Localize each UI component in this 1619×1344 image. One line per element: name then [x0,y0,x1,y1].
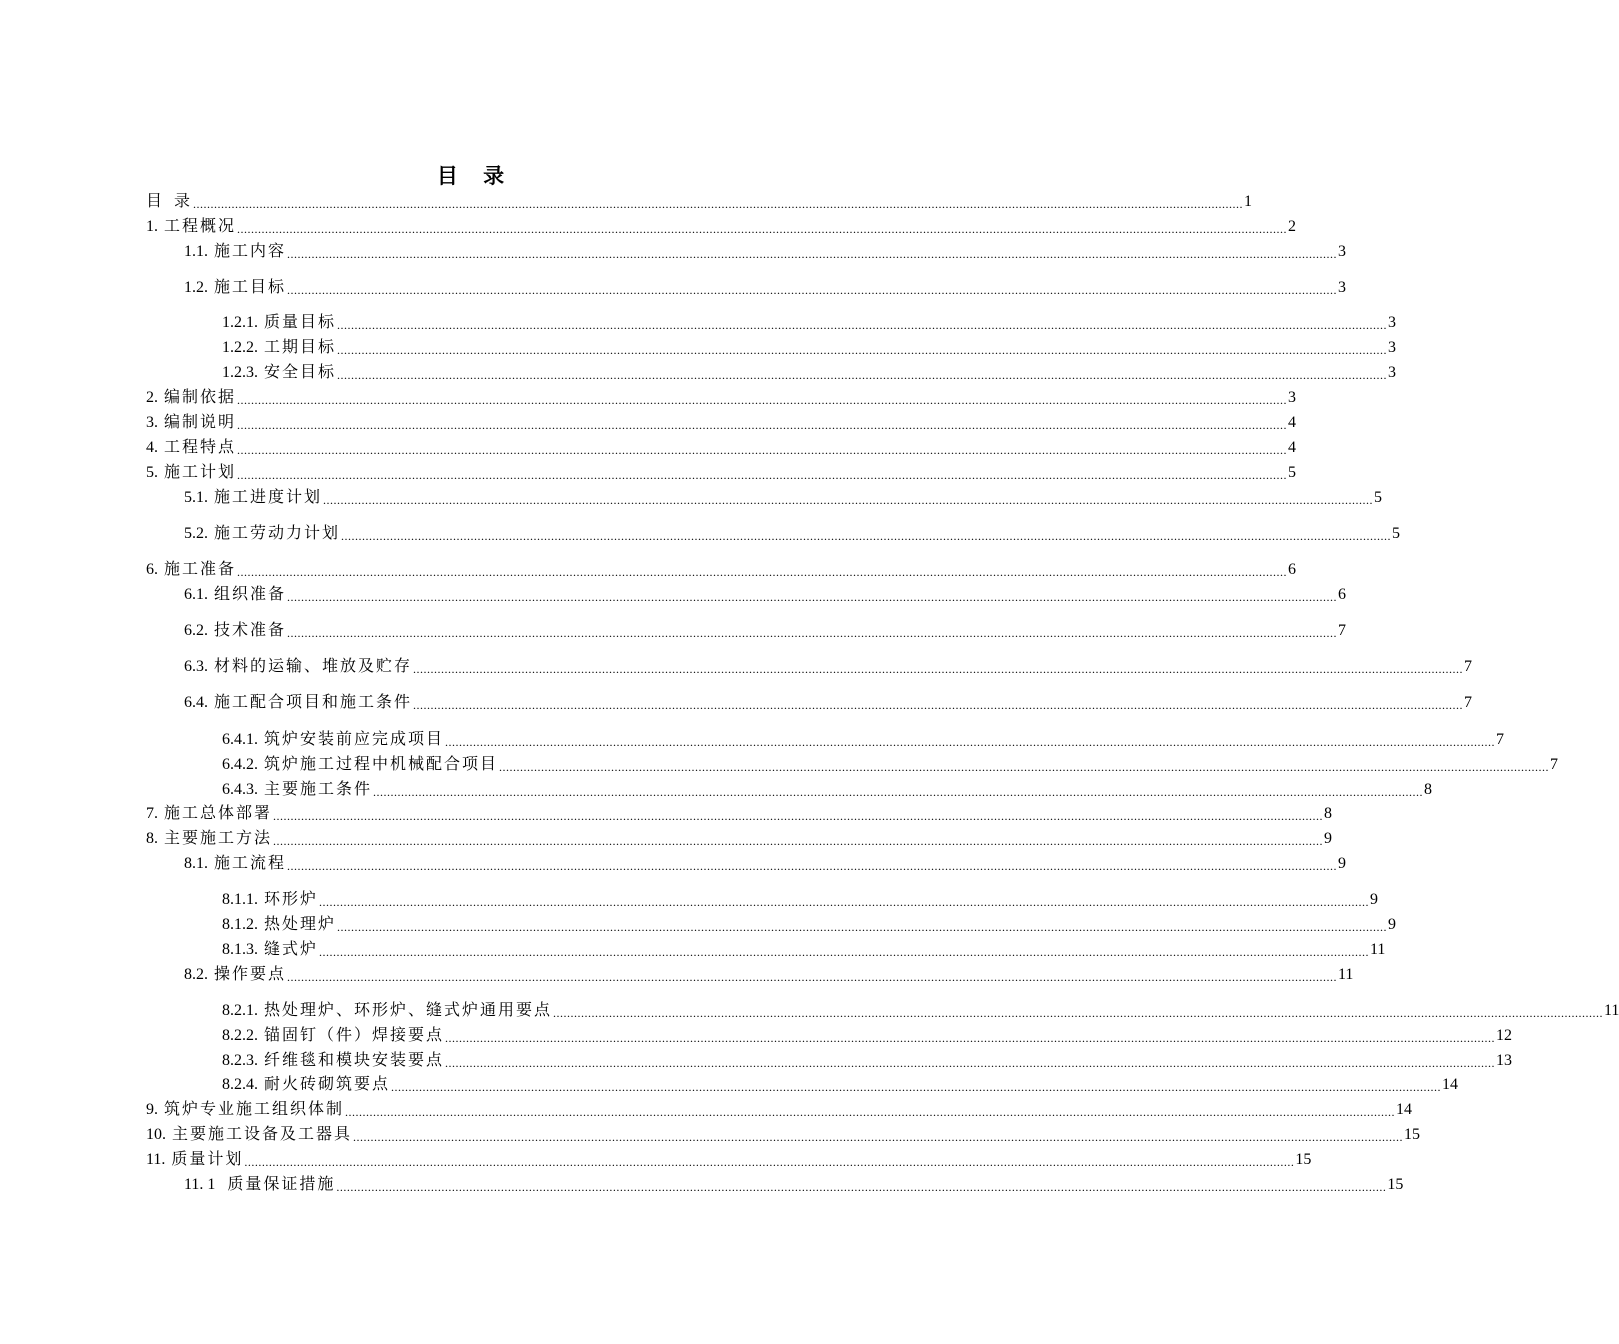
toc-entry[interactable] [222,309,1397,333]
toc-entry[interactable] [184,689,1473,713]
toc-entry[interactable] [146,1146,1312,1170]
toc-entry[interactable] [146,556,1297,580]
toc-dot-leader: ............................................................................................................................................................................................................................................................................................................ [445,1031,1496,1045]
toc-entry-title: 筑炉专业施工组织体制 [158,1101,345,1118]
toc-dot-leader: ............................................................................................................................................................................................................................................................................................................ [336,1180,1387,1194]
toc-entry-page: 11 [1370,941,1386,958]
toc-entry-title: 施工计划 [158,464,237,481]
toc-entry-title: 工程特点 [158,439,237,456]
toc-dot-leader: ............................................................................................................................................................................................................................................................................................................ [499,760,1550,774]
toc-entry-page: 11 [1338,966,1354,983]
toc-entry-number: 5.1. [184,489,208,506]
toc-dot-leader: ............................................................................................................................................................................................................................................................................................................ [193,197,1244,211]
toc-entry-title: 施工总体部署 [158,805,273,822]
toc-dot-leader: ............................................................................................................................................................................................................................................................................................................ [553,1006,1604,1020]
toc-entry[interactable] [184,484,1383,508]
toc-entry-number: 8.1.1. [222,891,258,908]
toc-entry-page: 8 [1324,805,1333,822]
toc-entry-number: 8.2.1. [222,1002,258,1019]
toc-entry-title: 操作要点 [208,966,287,983]
toc-entry-page: 15 [1404,1126,1421,1143]
toc-entry[interactable] [146,1121,1421,1145]
toc-entry-page: 15 [1295,1151,1312,1168]
toc-entry[interactable] [222,334,1397,358]
toc-entry[interactable] [146,434,1297,458]
toc-entry[interactable] [146,213,1297,237]
toc-entry-title: 筑炉安装前应完成项目 [258,731,445,748]
toc-entry-page: 6 [1338,586,1347,603]
toc-dot-leader: ............................................................................................................................................................................................................................................................................................................ [287,590,1338,604]
toc-entry-number: 7. [146,805,158,822]
toc-entry[interactable] [222,1071,1459,1095]
toc-entry[interactable] [222,726,1505,750]
toc-entry-number: 6. [146,561,158,578]
toc-entry-title: 主要施工方法 [158,830,273,847]
toc-entry-title: 筑炉施工过程中机械配合项目 [258,756,499,773]
toc-entry[interactable] [146,1096,1413,1120]
toc-entry-number: 3. [146,414,158,431]
toc-entry-number: 5.2. [184,525,208,542]
toc-entry[interactable] [146,409,1297,433]
toc-dot-leader: ............................................................................................................................................................................................................................................................................................................ [413,662,1464,676]
toc-entry-number: 6.4.2. [222,756,258,773]
toc-entry-title: 施工流程 [208,855,287,872]
toc-entry-number: 8.2.3. [222,1052,258,1069]
toc-entry-page: 3 [1388,314,1397,331]
toc-entry-number: 目 [146,193,163,210]
toc-dot-leader: ............................................................................................................................................................................................................................................................................................................ [391,1080,1442,1094]
toc-entry[interactable] [222,1047,1513,1071]
toc-entry[interactable] [146,825,1333,849]
toc-entry-page: 13 [1496,1052,1513,1069]
toc-dot-leader: ............................................................................................................................................................................................................................................................................................................ [287,283,1338,297]
toc-dot-leader: ............................................................................................................................................................................................................................................................................................................ [353,1130,1404,1144]
toc-dot-leader: ............................................................................................................................................................................................................................................................................................................ [287,970,1338,984]
toc-entry[interactable] [222,997,1619,1021]
toc-entry-title: 质量计划 [165,1151,244,1168]
toc-entry-page: 3 [1338,279,1347,296]
toc-entry-number: 6.4.3. [222,781,258,798]
toc-entry-title: 主要施工条件 [258,781,373,798]
toc-entry-page: 3 [1288,389,1297,406]
toc-entry-title: 编制依据 [158,389,237,406]
toc-entry[interactable] [222,886,1379,910]
toc-title: 目 录 [436,164,514,188]
toc-entry[interactable] [184,617,1347,641]
toc-entry-page: 8 [1424,781,1433,798]
toc-entry[interactable] [184,850,1347,874]
toc-entry[interactable] [184,961,1354,985]
toc-dot-leader: ............................................................................................................................................................................................................................................................................................................ [337,368,1388,382]
toc-dot-leader: ............................................................................................................................................................................................................................................................................................................ [237,443,1288,457]
toc-entry-number: 8.1.3. [222,941,258,958]
toc-entry-number: 6.2. [184,622,208,639]
toc-entry-title: 热处理炉 [258,916,337,933]
toc-entry-page: 14 [1396,1101,1413,1118]
toc-dot-leader: ............................................................................................................................................................................................................................................................................................................ [337,343,1388,357]
toc-entry-number: 8.1. [184,855,208,872]
toc-entry-number: 10. [146,1126,166,1143]
toc-entry-title: 组织准备 [208,586,287,603]
toc-entry-page: 5 [1374,489,1383,506]
toc-entry-title: 热处理炉、环形炉、缝式炉通用要点 [258,1002,553,1019]
toc-entry-page: 4 [1288,414,1297,431]
toc-entry-page: 7 [1550,756,1559,773]
toc-entry-number: 11. 1 [184,1176,216,1193]
toc-entry[interactable] [222,936,1386,960]
toc-entry-title: 纤维毯和模块安装要点 [258,1052,445,1069]
toc-entry-page: 11 [1604,1002,1619,1019]
toc-entry-title: 耐火砖砌筑要点 [258,1076,391,1093]
toc-dot-leader: ............................................................................................................................................................................................................................................................................................................ [287,247,1338,261]
toc-entry-number: 1.2.2. [222,339,258,356]
toc-dot-leader: ............................................................................................................................................................................................................................................................................................................ [237,418,1288,432]
toc-dot-leader: ............................................................................................................................................................................................................................................................................................................ [273,809,1324,823]
toc-dot-leader: ............................................................................................................................................................................................................................................................................................................ [341,529,1392,543]
toc-dot-leader: ............................................................................................................................................................................................................................................................................................................ [445,735,1496,749]
toc-entry-page: 3 [1388,364,1397,381]
toc-entry[interactable] [146,459,1297,483]
toc-dot-leader: ............................................................................................................................................................................................................................................................................................................ [287,626,1338,640]
toc-dot-leader: ............................................................................................................................................................................................................................................................................................................ [337,318,1388,332]
toc-entry-number: 1.2.1. [222,314,258,331]
toc-entry-title: 工期目标 [258,339,337,356]
toc-entry[interactable] [146,384,1297,408]
toc-entry-page: 9 [1324,830,1333,847]
toc-entry-title: 质量目标 [258,314,337,331]
toc-entry-title: 环形炉 [258,891,319,908]
toc-entry-title: 施工配合项目和施工条件 [208,694,413,711]
toc-dot-leader: ............................................................................................................................................................................................................................................................................................................ [287,859,1338,873]
toc-entry-page: 3 [1338,243,1347,260]
toc-entry-title: 工程概况 [158,218,237,235]
toc-entry-page: 4 [1288,439,1297,456]
toc-entry-title: 施工目标 [208,279,287,296]
toc-dot-leader: ............................................................................................................................................................................................................................................................................................................ [273,834,1324,848]
toc-entry-title: 施工准备 [158,561,237,578]
toc-entry-title: 录 [162,193,193,210]
toc-dot-leader: ............................................................................................................................................................................................................................................................................................................ [337,920,1388,934]
toc-entry-number: 4. [146,439,158,456]
toc-entry-number: 1.2. [184,279,208,296]
toc-dot-leader: ............................................................................................................................................................................................................................................................................................................ [237,222,1288,236]
toc-entry-number: 8. [146,830,158,847]
toc-entry-page: 12 [1496,1027,1513,1044]
toc-entry-title: 施工进度计划 [208,489,323,506]
toc-entry[interactable] [222,359,1397,383]
toc-dot-leader: ............................................................................................................................................................................................................................................................................................................ [413,698,1464,712]
toc-entry-number: 1. [146,218,158,235]
toc-entry-page: 7 [1338,622,1347,639]
toc-entry-number: 6.4. [184,694,208,711]
toc-entry-page: 3 [1388,339,1397,356]
toc-entry-number: 8.1.2. [222,916,258,933]
toc-entry[interactable] [222,1022,1513,1046]
toc-entry-number: 6.4.1. [222,731,258,748]
toc-entry-number: 2. [146,389,158,406]
toc-entry[interactable] [146,800,1333,824]
toc-entry[interactable] [222,911,1397,935]
toc-entry-title: 技术准备 [208,622,287,639]
toc-dot-leader: ............................................................................................................................................................................................................................................................................................................ [244,1155,1295,1169]
toc-entry[interactable] [184,653,1473,677]
toc-entry-title: 施工内容 [208,243,287,260]
toc-entry-number: 8.2.4. [222,1076,258,1093]
toc-entry-number: 8.2. [184,966,208,983]
toc-dot-leader: ............................................................................................................................................................................................................................................................................................................ [373,785,1424,799]
toc-entry-number: 11. [146,1151,166,1168]
toc-entry-number: 6.3. [184,658,208,675]
toc-entry-title: 材料的运输、堆放及贮存 [208,658,413,675]
toc-entry-page: 7 [1464,658,1473,675]
toc-entry-page: 9 [1370,891,1379,908]
toc-dot-leader: ............................................................................................................................................................................................................................................................................................................ [345,1105,1396,1119]
toc-dot-leader: ............................................................................................................................................................................................................................................................................................................ [323,493,1374,507]
toc-entry-page: 14 [1442,1076,1459,1093]
toc-entry-number: 5. [146,464,158,481]
toc-dot-leader: ............................................................................................................................................................................................................................................................................................................ [319,945,1370,959]
toc-entry[interactable] [184,274,1347,298]
toc-entry[interactable] [184,1171,1404,1195]
toc-dot-leader: ............................................................................................................................................................................................................................................................................................................ [237,468,1288,482]
toc-entry-page: 9 [1388,916,1397,933]
toc-entry-title: 编制说明 [158,414,237,431]
toc-dot-leader: ............................................................................................................................................................................................................................................................................................................ [445,1056,1496,1070]
toc-entry[interactable] [146,188,1253,212]
toc-entry-title: 缝式炉 [258,941,319,958]
toc-dot-leader: ............................................................................................................................................................................................................................................................................................................ [237,393,1288,407]
toc-entry[interactable] [222,776,1433,800]
toc-entry-page: 7 [1464,694,1473,711]
toc-entry-page: 9 [1338,855,1347,872]
toc-entry-title: 质量保证措施 [215,1176,336,1193]
toc-entry[interactable] [184,520,1401,544]
toc-entry-title: 锚固钉（件）焊接要点 [258,1027,445,1044]
toc-entry-number: 1.2.3. [222,364,258,381]
toc-entry-page: 5 [1392,525,1401,542]
toc-entry-number: 8.2.2. [222,1027,258,1044]
toc-entry-page: 6 [1288,561,1297,578]
toc-entry-title: 施工劳动力计划 [208,525,341,542]
toc-dot-leader: ............................................................................................................................................................................................................................................................................................................ [319,895,1370,909]
toc-entry-page: 7 [1496,731,1505,748]
toc-entry-page: 2 [1288,218,1297,235]
toc-entry-number: 9. [146,1101,158,1118]
toc-entry-title: 安全目标 [258,364,337,381]
toc-entry-number: 6.1. [184,586,208,603]
toc-entry-title: 主要施工设备及工器具 [166,1126,353,1143]
toc-entry-page: 5 [1288,464,1297,481]
toc-entry-number: 1.1. [184,243,208,260]
toc-entry-page: 1 [1244,193,1253,210]
toc-dot-leader: ............................................................................................................................................................................................................................................................................................................ [237,565,1288,579]
toc-entry-page: 15 [1387,1176,1404,1193]
toc-entry[interactable] [184,581,1347,605]
toc-entry[interactable] [222,751,1559,775]
toc-entry[interactable] [184,238,1347,262]
